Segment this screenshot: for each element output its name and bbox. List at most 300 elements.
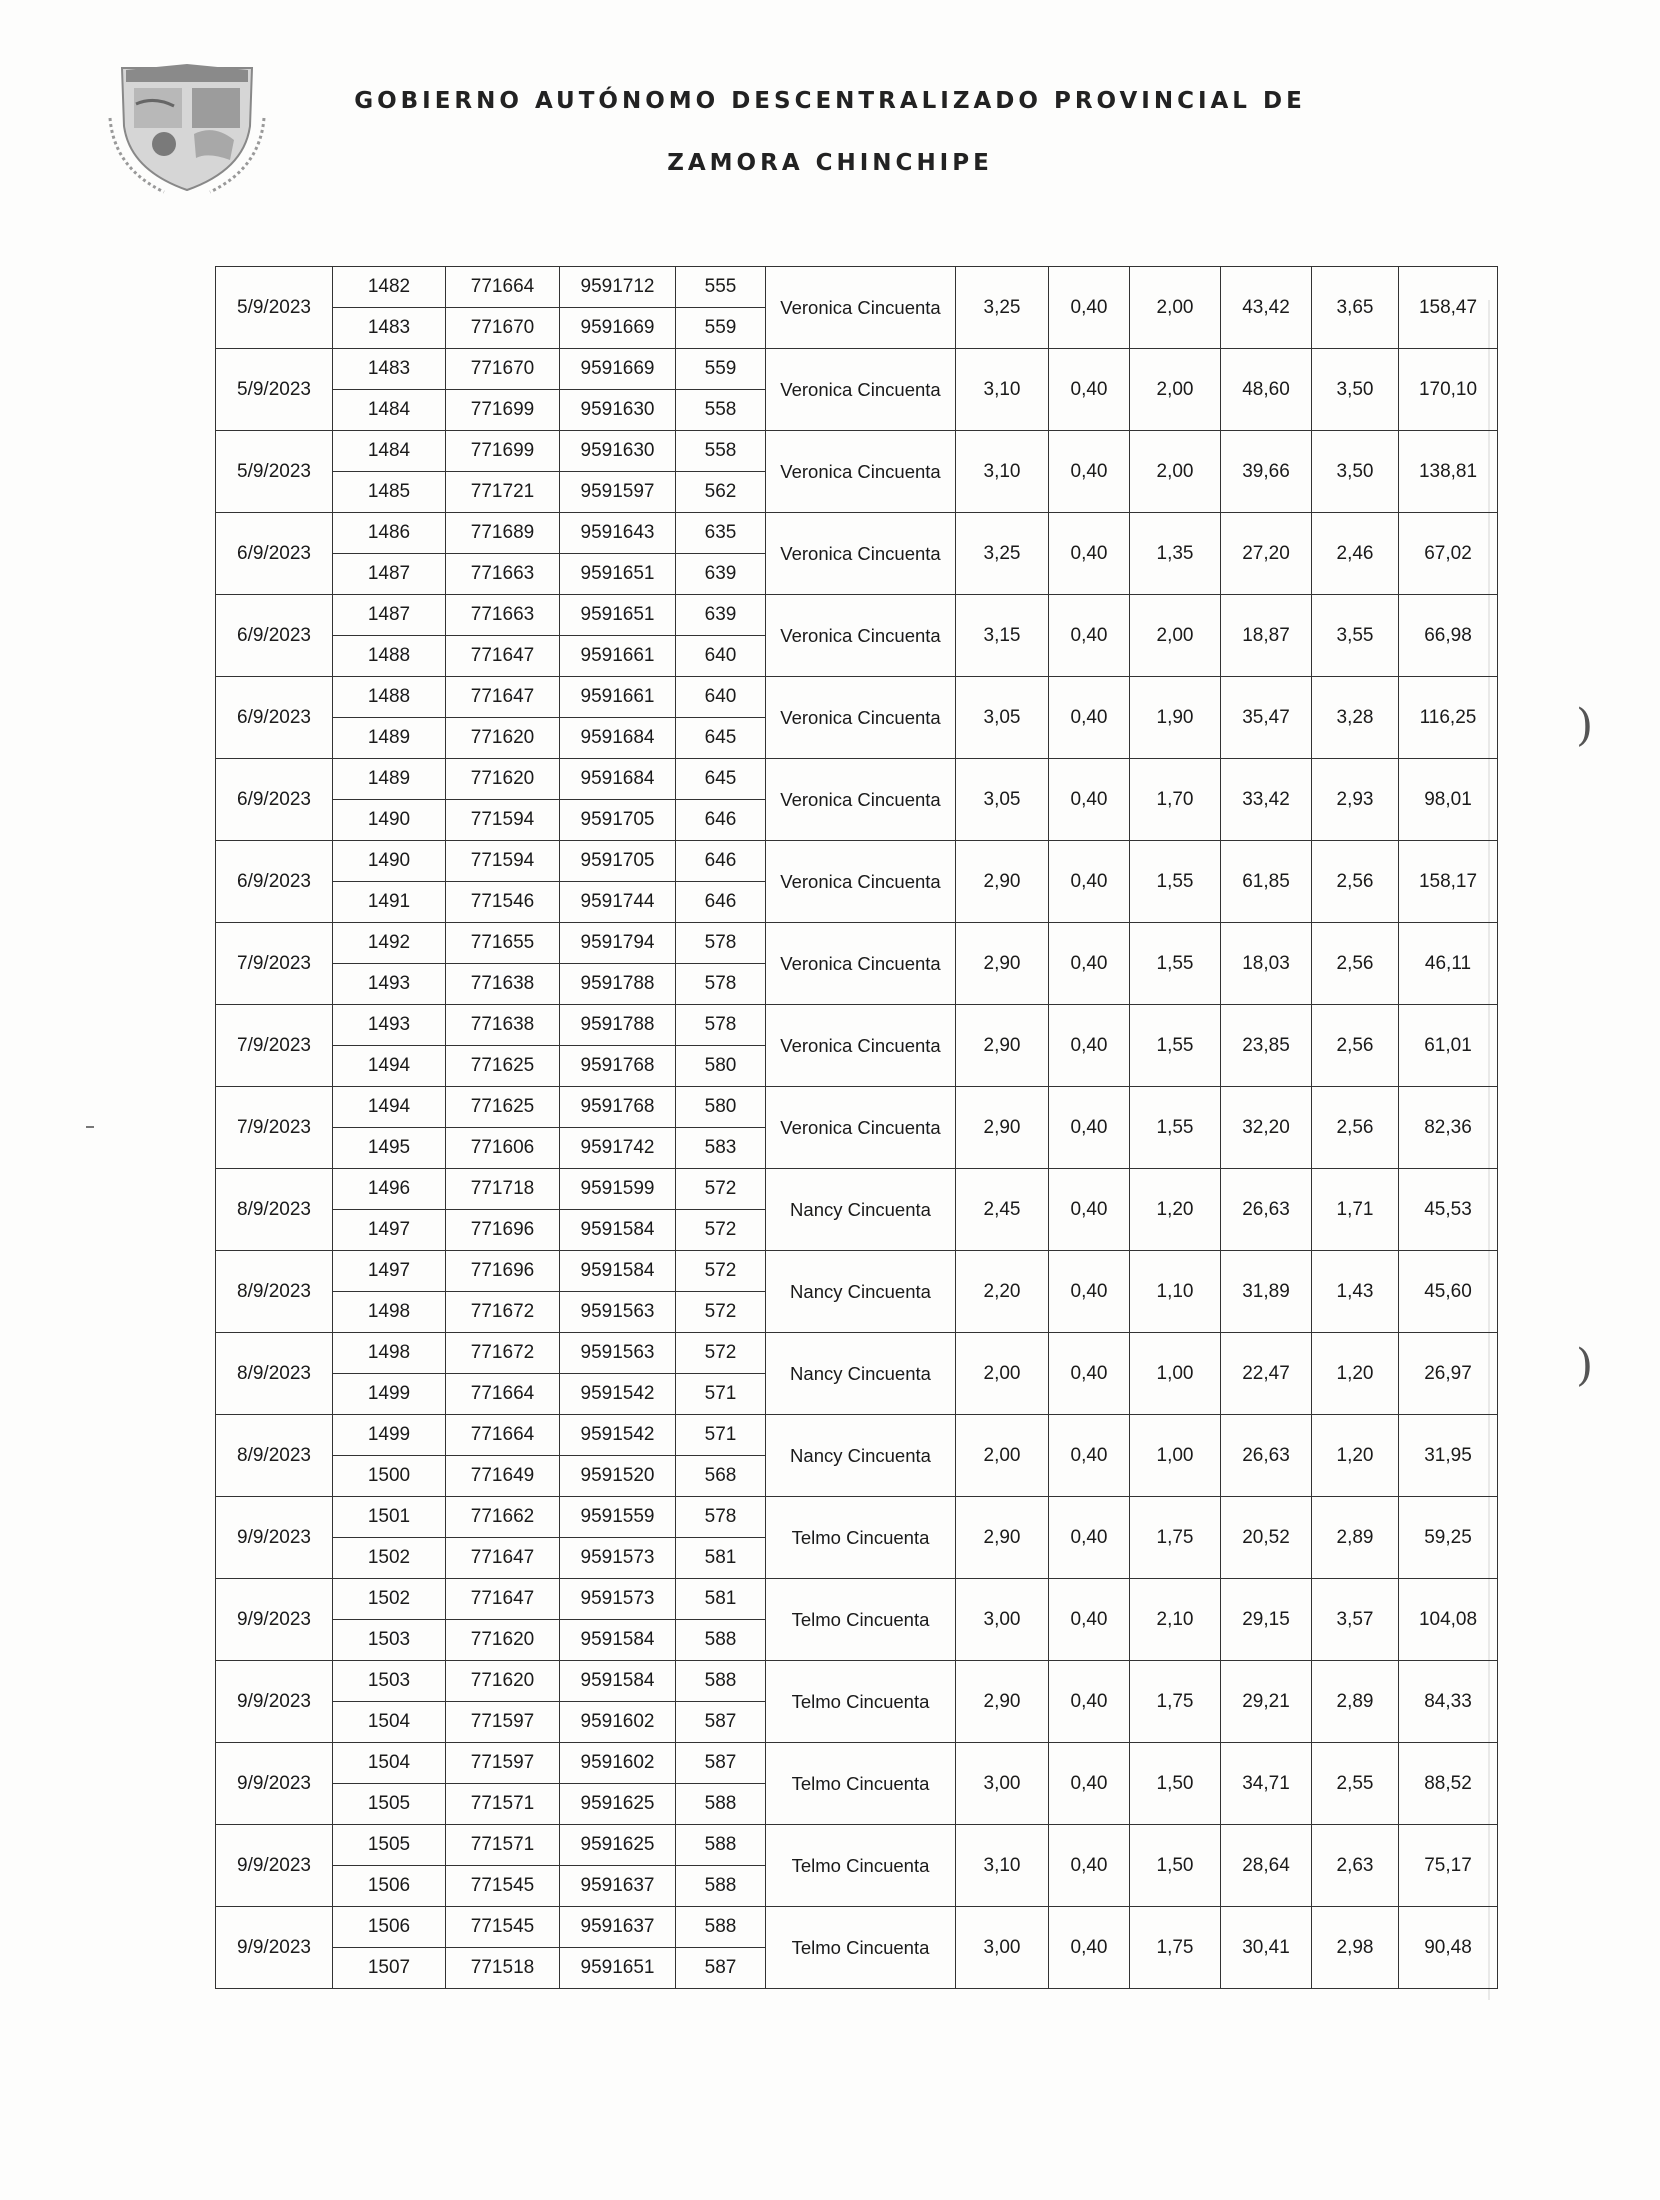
north-coordinate-cell: 9591669 [560,349,676,390]
east-coordinate-cell: 771606 [446,1128,560,1169]
date-cell: 5/9/2023 [216,431,333,513]
elevation-cell: 571 [676,1415,766,1456]
volume-cell: 116,25 [1399,677,1498,759]
north-coordinate-cell: 9591637 [560,1866,676,1907]
distance-cell: 26,63 [1221,1169,1312,1251]
north-coordinate-cell: 9591684 [560,759,676,800]
east-coordinate-cell: 771699 [446,390,560,431]
date-cell: 9/9/2023 [216,1743,333,1825]
point-number-cell: 1489 [333,718,446,759]
width-cell: 0,40 [1049,1497,1130,1579]
width-cell: 0,40 [1049,595,1130,677]
north-coordinate-cell: 9591768 [560,1087,676,1128]
north-coordinate-cell: 9591584 [560,1210,676,1251]
east-coordinate-cell: 771638 [446,964,560,1005]
width-cell: 0,40 [1049,431,1130,513]
date-cell: 7/9/2023 [216,1005,333,1087]
point-number-cell: 1497 [333,1251,446,1292]
distance-cell: 32,20 [1221,1087,1312,1169]
east-coordinate-cell: 771699 [446,431,560,472]
name-cell: Veronica Cincuenta [766,1087,956,1169]
volume-cell: 82,36 [1399,1087,1498,1169]
volume-cell: 46,11 [1399,923,1498,1005]
north-coordinate-cell: 9591669 [560,308,676,349]
east-coordinate-cell: 771545 [446,1907,560,1948]
north-coordinate-cell: 9591573 [560,1579,676,1620]
section-cell: 3,65 [1312,267,1399,349]
north-coordinate-cell: 9591625 [560,1825,676,1866]
depth-cell: 1,75 [1130,1907,1221,1989]
east-coordinate-cell: 771647 [446,636,560,677]
elevation-cell: 578 [676,1005,766,1046]
depth-cell: 1,55 [1130,923,1221,1005]
east-coordinate-cell: 771571 [446,1825,560,1866]
name-cell: Telmo Cincuenta [766,1825,956,1907]
volume-cell: 90,48 [1399,1907,1498,1989]
length-cell: 3,10 [956,431,1049,513]
east-coordinate-cell: 771672 [446,1333,560,1374]
length-cell: 3,05 [956,759,1049,841]
north-coordinate-cell: 9591742 [560,1128,676,1169]
name-cell: Nancy Cincuenta [766,1415,956,1497]
east-coordinate-cell: 771620 [446,718,560,759]
date-cell: 6/9/2023 [216,677,333,759]
table-row [216,1661,1498,1702]
depth-cell: 2,00 [1130,595,1221,677]
east-coordinate-cell: 771670 [446,349,560,390]
elevation-cell: 639 [676,554,766,595]
east-coordinate-cell: 771663 [446,554,560,595]
table-row [216,513,1498,554]
elevation-cell: 588 [676,1866,766,1907]
length-cell: 3,10 [956,1825,1049,1907]
length-cell: 3,15 [956,595,1049,677]
date-cell: 9/9/2023 [216,1825,333,1907]
table-row [216,923,1498,964]
table-row [216,841,1498,882]
elevation-cell: 646 [676,800,766,841]
volume-cell: 158,47 [1399,267,1498,349]
east-coordinate-cell: 771672 [446,1292,560,1333]
point-number-cell: 1495 [333,1128,446,1169]
north-coordinate-cell: 9591599 [560,1169,676,1210]
length-cell: 2,00 [956,1415,1049,1497]
point-number-cell: 1493 [333,1005,446,1046]
elevation-cell: 558 [676,431,766,472]
distance-cell: 43,42 [1221,267,1312,349]
point-number-cell: 1499 [333,1415,446,1456]
section-cell: 2,89 [1312,1661,1399,1743]
table-row [216,1743,1498,1784]
depth-cell: 1,00 [1130,1415,1221,1497]
name-cell: Nancy Cincuenta [766,1333,956,1415]
name-cell: Veronica Cincuenta [766,431,956,513]
north-coordinate-cell: 9591643 [560,513,676,554]
distance-cell: 20,52 [1221,1497,1312,1579]
distance-cell: 29,15 [1221,1579,1312,1661]
point-number-cell: 1488 [333,677,446,718]
width-cell: 0,40 [1049,677,1130,759]
distance-cell: 18,03 [1221,923,1312,1005]
width-cell: 0,40 [1049,841,1130,923]
volume-cell: 26,97 [1399,1333,1498,1415]
volume-cell: 138,81 [1399,431,1498,513]
east-coordinate-cell: 771597 [446,1702,560,1743]
length-cell: 2,90 [956,923,1049,1005]
name-cell: Telmo Cincuenta [766,1907,956,1989]
header-title-line2: ZAMORA CHINCHIPE [667,150,993,176]
east-coordinate-cell: 771689 [446,513,560,554]
point-number-cell: 1485 [333,472,446,513]
point-number-cell: 1490 [333,841,446,882]
table-row [216,431,1498,472]
date-cell: 5/9/2023 [216,267,333,349]
volume-cell: 104,08 [1399,1579,1498,1661]
distance-cell: 34,71 [1221,1743,1312,1825]
east-coordinate-cell: 771545 [446,1866,560,1907]
north-coordinate-cell: 9591651 [560,554,676,595]
point-number-cell: 1501 [333,1497,446,1538]
elevation-cell: 587 [676,1702,766,1743]
point-number-cell: 1504 [333,1702,446,1743]
width-cell: 0,40 [1049,759,1130,841]
elevation-cell: 639 [676,595,766,636]
north-coordinate-cell: 9591602 [560,1743,676,1784]
depth-cell: 1,35 [1130,513,1221,595]
length-cell: 2,20 [956,1251,1049,1333]
elevation-cell: 635 [676,513,766,554]
east-coordinate-cell: 771664 [446,1415,560,1456]
point-number-cell: 1502 [333,1538,446,1579]
date-cell: 7/9/2023 [216,1087,333,1169]
depth-cell: 1,75 [1130,1497,1221,1579]
date-cell: 6/9/2023 [216,513,333,595]
volume-cell: 98,01 [1399,759,1498,841]
name-cell: Telmo Cincuenta [766,1661,956,1743]
depth-cell: 2,10 [1130,1579,1221,1661]
north-coordinate-cell: 9591651 [560,595,676,636]
table-row [216,1579,1498,1620]
point-number-cell: 1483 [333,308,446,349]
north-coordinate-cell: 9591542 [560,1415,676,1456]
length-cell: 3,00 [956,1743,1049,1825]
point-number-cell: 1497 [333,1210,446,1251]
section-cell: 2,98 [1312,1907,1399,1989]
point-number-cell: 1484 [333,390,446,431]
scan-mark [86,1126,94,1128]
table-row [216,677,1498,718]
provincial-seal-icon [104,48,270,198]
length-cell: 2,90 [956,1497,1049,1579]
depth-cell: 2,00 [1130,431,1221,513]
section-cell: 2,93 [1312,759,1399,841]
east-coordinate-cell: 771638 [446,1005,560,1046]
north-coordinate-cell: 9591563 [560,1292,676,1333]
depth-cell: 1,70 [1130,759,1221,841]
scan-brace-mark: ) [1576,1340,1594,1391]
elevation-cell: 572 [676,1333,766,1374]
width-cell: 0,40 [1049,923,1130,1005]
width-cell: 0,40 [1049,1579,1130,1661]
name-cell: Telmo Cincuenta [766,1579,956,1661]
section-cell: 1,71 [1312,1169,1399,1251]
table-row [216,1825,1498,1866]
distance-cell: 26,63 [1221,1415,1312,1497]
east-coordinate-cell: 771571 [446,1784,560,1825]
depth-cell: 1,10 [1130,1251,1221,1333]
depth-cell: 1,90 [1130,677,1221,759]
date-cell: 6/9/2023 [216,759,333,841]
distance-cell: 23,85 [1221,1005,1312,1087]
length-cell: 3,00 [956,1579,1049,1661]
elevation-cell: 555 [676,267,766,308]
point-number-cell: 1488 [333,636,446,677]
north-coordinate-cell: 9591684 [560,718,676,759]
depth-cell: 1,55 [1130,1005,1221,1087]
point-number-cell: 1507 [333,1948,446,1989]
width-cell: 0,40 [1049,1661,1130,1743]
elevation-cell: 640 [676,636,766,677]
elevation-cell: 587 [676,1743,766,1784]
point-number-cell: 1487 [333,554,446,595]
north-coordinate-cell: 9591768 [560,1046,676,1087]
elevation-cell: 588 [676,1620,766,1661]
point-number-cell: 1503 [333,1620,446,1661]
volume-cell: 59,25 [1399,1497,1498,1579]
elevation-cell: 588 [676,1784,766,1825]
length-cell: 3,25 [956,513,1049,595]
distance-cell: 18,87 [1221,595,1312,677]
point-number-cell: 1499 [333,1374,446,1415]
volume-cell: 45,53 [1399,1169,1498,1251]
east-coordinate-cell: 771625 [446,1046,560,1087]
elevation-cell: 646 [676,841,766,882]
section-cell: 1,43 [1312,1251,1399,1333]
east-coordinate-cell: 771620 [446,1661,560,1702]
east-coordinate-cell: 771594 [446,800,560,841]
date-cell: 9/9/2023 [216,1579,333,1661]
length-cell: 2,90 [956,1087,1049,1169]
width-cell: 0,40 [1049,1743,1130,1825]
east-coordinate-cell: 771649 [446,1456,560,1497]
east-coordinate-cell: 771647 [446,677,560,718]
elevation-cell: 559 [676,349,766,390]
data-table [215,266,1498,1989]
north-coordinate-cell: 9591794 [560,923,676,964]
distance-cell: 31,89 [1221,1251,1312,1333]
point-number-cell: 1493 [333,964,446,1005]
east-coordinate-cell: 771655 [446,923,560,964]
section-cell: 2,56 [1312,1005,1399,1087]
north-coordinate-cell: 9591651 [560,1948,676,1989]
elevation-cell: 559 [676,308,766,349]
depth-cell: 1,75 [1130,1661,1221,1743]
point-number-cell: 1489 [333,759,446,800]
width-cell: 0,40 [1049,1333,1130,1415]
width-cell: 0,40 [1049,1087,1130,1169]
name-cell: Nancy Cincuenta [766,1251,956,1333]
elevation-cell: 581 [676,1579,766,1620]
north-coordinate-cell: 9591573 [560,1538,676,1579]
volume-cell: 170,10 [1399,349,1498,431]
distance-cell: 28,64 [1221,1825,1312,1907]
east-coordinate-cell: 771670 [446,308,560,349]
length-cell: 3,10 [956,349,1049,431]
section-cell: 1,20 [1312,1333,1399,1415]
point-number-cell: 1482 [333,267,446,308]
elevation-cell: 588 [676,1661,766,1702]
east-coordinate-cell: 771625 [446,1087,560,1128]
elevation-cell: 580 [676,1046,766,1087]
point-number-cell: 1490 [333,800,446,841]
point-number-cell: 1483 [333,349,446,390]
depth-cell: 1,50 [1130,1825,1221,1907]
table-row [216,1333,1498,1374]
elevation-cell: 572 [676,1251,766,1292]
volume-cell: 61,01 [1399,1005,1498,1087]
date-cell: 5/9/2023 [216,349,333,431]
elevation-cell: 572 [676,1210,766,1251]
north-coordinate-cell: 9591563 [560,1333,676,1374]
header-title-line1: GOBIERNO AUTÓNOMO DESCENTRALIZADO PROVINCIAL DE [354,88,1306,114]
section-cell: 3,50 [1312,349,1399,431]
date-cell: 8/9/2023 [216,1169,333,1251]
volume-cell: 158,17 [1399,841,1498,923]
section-cell: 2,56 [1312,1087,1399,1169]
name-cell: Telmo Cincuenta [766,1497,956,1579]
elevation-cell: 578 [676,964,766,1005]
name-cell: Veronica Cincuenta [766,513,956,595]
distance-cell: 33,42 [1221,759,1312,841]
point-number-cell: 1504 [333,1743,446,1784]
elevation-cell: 588 [676,1907,766,1948]
table-row [216,349,1498,390]
north-coordinate-cell: 9591584 [560,1661,676,1702]
north-coordinate-cell: 9591584 [560,1251,676,1292]
date-cell: 9/9/2023 [216,1497,333,1579]
north-coordinate-cell: 9591661 [560,677,676,718]
distance-cell: 61,85 [1221,841,1312,923]
distance-cell: 29,21 [1221,1661,1312,1743]
point-number-cell: 1505 [333,1784,446,1825]
table-row [216,759,1498,800]
table-row [216,1005,1498,1046]
east-coordinate-cell: 771546 [446,882,560,923]
east-coordinate-cell: 771718 [446,1169,560,1210]
distance-cell: 27,20 [1221,513,1312,595]
section-cell: 2,63 [1312,1825,1399,1907]
elevation-cell: 568 [676,1456,766,1497]
east-coordinate-cell: 771696 [446,1251,560,1292]
depth-cell: 1,55 [1130,1087,1221,1169]
width-cell: 0,40 [1049,1825,1130,1907]
table-row [216,595,1498,636]
width-cell: 0,40 [1049,1907,1130,1989]
name-cell: Veronica Cincuenta [766,1005,956,1087]
point-number-cell: 1500 [333,1456,446,1497]
north-coordinate-cell: 9591597 [560,472,676,513]
table-row [216,1497,1498,1538]
north-coordinate-cell: 9591542 [560,1374,676,1415]
date-cell: 9/9/2023 [216,1661,333,1743]
point-number-cell: 1505 [333,1825,446,1866]
east-coordinate-cell: 771594 [446,841,560,882]
length-cell: 2,90 [956,1661,1049,1743]
east-coordinate-cell: 771620 [446,1620,560,1661]
length-cell: 2,00 [956,1333,1049,1415]
table-row [216,1251,1498,1292]
depth-cell: 1,55 [1130,841,1221,923]
volume-cell: 31,95 [1399,1415,1498,1497]
east-coordinate-cell: 771597 [446,1743,560,1784]
name-cell: Veronica Cincuenta [766,923,956,1005]
east-coordinate-cell: 771662 [446,1497,560,1538]
point-number-cell: 1486 [333,513,446,554]
date-cell: 8/9/2023 [216,1333,333,1415]
north-coordinate-cell: 9591744 [560,882,676,923]
width-cell: 0,40 [1049,349,1130,431]
point-number-cell: 1498 [333,1333,446,1374]
depth-cell: 1,00 [1130,1333,1221,1415]
east-coordinate-cell: 771663 [446,595,560,636]
width-cell: 0,40 [1049,1005,1130,1087]
name-cell: Veronica Cincuenta [766,677,956,759]
elevation-cell: 572 [676,1292,766,1333]
section-cell: 2,89 [1312,1497,1399,1579]
east-coordinate-cell: 771696 [446,1210,560,1251]
section-cell: 3,55 [1312,595,1399,677]
width-cell: 0,40 [1049,513,1130,595]
table-row [216,1087,1498,1128]
elevation-cell: 558 [676,390,766,431]
north-coordinate-cell: 9591630 [560,431,676,472]
depth-cell: 1,20 [1130,1169,1221,1251]
point-number-cell: 1487 [333,595,446,636]
volume-cell: 66,98 [1399,595,1498,677]
east-coordinate-cell: 771647 [446,1579,560,1620]
date-cell: 6/9/2023 [216,841,333,923]
north-coordinate-cell: 9591788 [560,1005,676,1046]
elevation-cell: 578 [676,1497,766,1538]
point-number-cell: 1506 [333,1866,446,1907]
elevation-cell: 646 [676,882,766,923]
section-cell: 2,46 [1312,513,1399,595]
elevation-cell: 645 [676,718,766,759]
point-number-cell: 1484 [333,431,446,472]
elevation-cell: 588 [676,1825,766,1866]
north-coordinate-cell: 9591788 [560,964,676,1005]
name-cell: Veronica Cincuenta [766,349,956,431]
point-number-cell: 1494 [333,1087,446,1128]
east-coordinate-cell: 771518 [446,1948,560,1989]
north-coordinate-cell: 9591625 [560,1784,676,1825]
width-cell: 0,40 [1049,1251,1130,1333]
name-cell: Veronica Cincuenta [766,759,956,841]
name-cell: Veronica Cincuenta [766,267,956,349]
name-cell: Veronica Cincuenta [766,595,956,677]
point-number-cell: 1498 [333,1292,446,1333]
width-cell: 0,40 [1049,1169,1130,1251]
elevation-cell: 581 [676,1538,766,1579]
elevation-cell: 562 [676,472,766,513]
east-coordinate-cell: 771721 [446,472,560,513]
section-cell: 1,20 [1312,1415,1399,1497]
volume-cell: 45,60 [1399,1251,1498,1333]
elevation-cell: 645 [676,759,766,800]
east-coordinate-cell: 771664 [446,1374,560,1415]
point-number-cell: 1491 [333,882,446,923]
volume-cell: 88,52 [1399,1743,1498,1825]
